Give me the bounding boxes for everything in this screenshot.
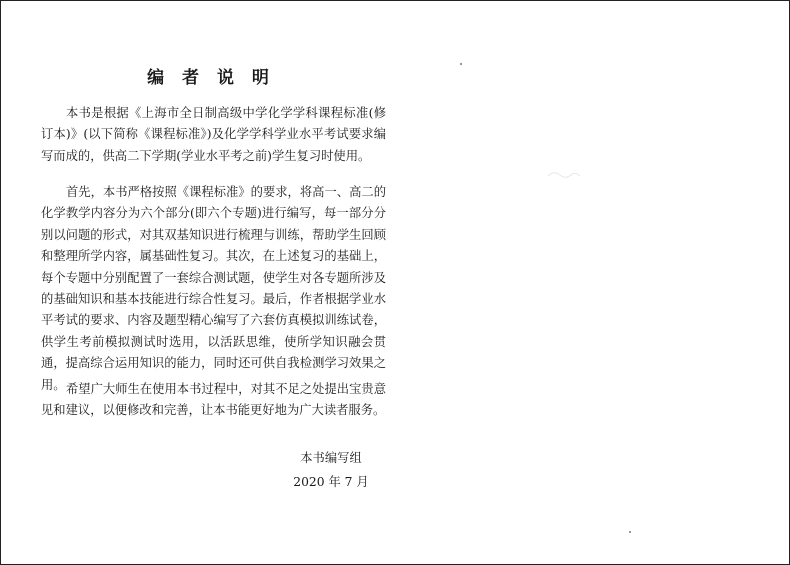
paragraph-intro: 本书是根据《上海市全日制高级中学化学学科课程标准(修订本)》(以下简称《课程标准》)及化学学科学业水平考试要求编写而成的，供高二下学期(学业水平考之前)学生复习时使用。 [41, 106, 386, 163]
scan-speck [460, 63, 462, 65]
signature-date: 2020 年 7 月 [293, 475, 369, 489]
scan-speck [629, 531, 631, 533]
page-title: 编 者 说 明 [147, 68, 275, 88]
paragraph-closing: 希望广大师生在使用本书过程中，对其不足之处提出宝贵意见和建议，以便修改和完善，让本书能更好地为广大读者服务。 [41, 382, 386, 418]
bleed-through-mark [546, 166, 582, 182]
signature-author: 本书编写组 [300, 451, 362, 465]
preface-page [1, 1, 396, 564]
paragraph-structure: 首先，本书严格按照《课程标准》的要求，将高一、高二的化学教学内容分为六个部分(即六个专题)进行编写，每一部分分别以问题的形式，对其双基知识进行梳理与训练，帮助学生回顾和整理所学内容，属基础性复习。其次，在上述复习的基础上，每个专题中分别配置了一套综合测试题，使学生对各专题所涉及的基础知识和基本技能进行综合性复习。最后，作者根据学业水平考试的要求、内容及题型精心编写了六套仿真模拟训练试卷，供学生考前模拟测试时选用，以活跃思维，使所学知识融会贯通，提高综合运用知识的能力，同时还可供自我检测学习效果之用。 [41, 185, 386, 392]
